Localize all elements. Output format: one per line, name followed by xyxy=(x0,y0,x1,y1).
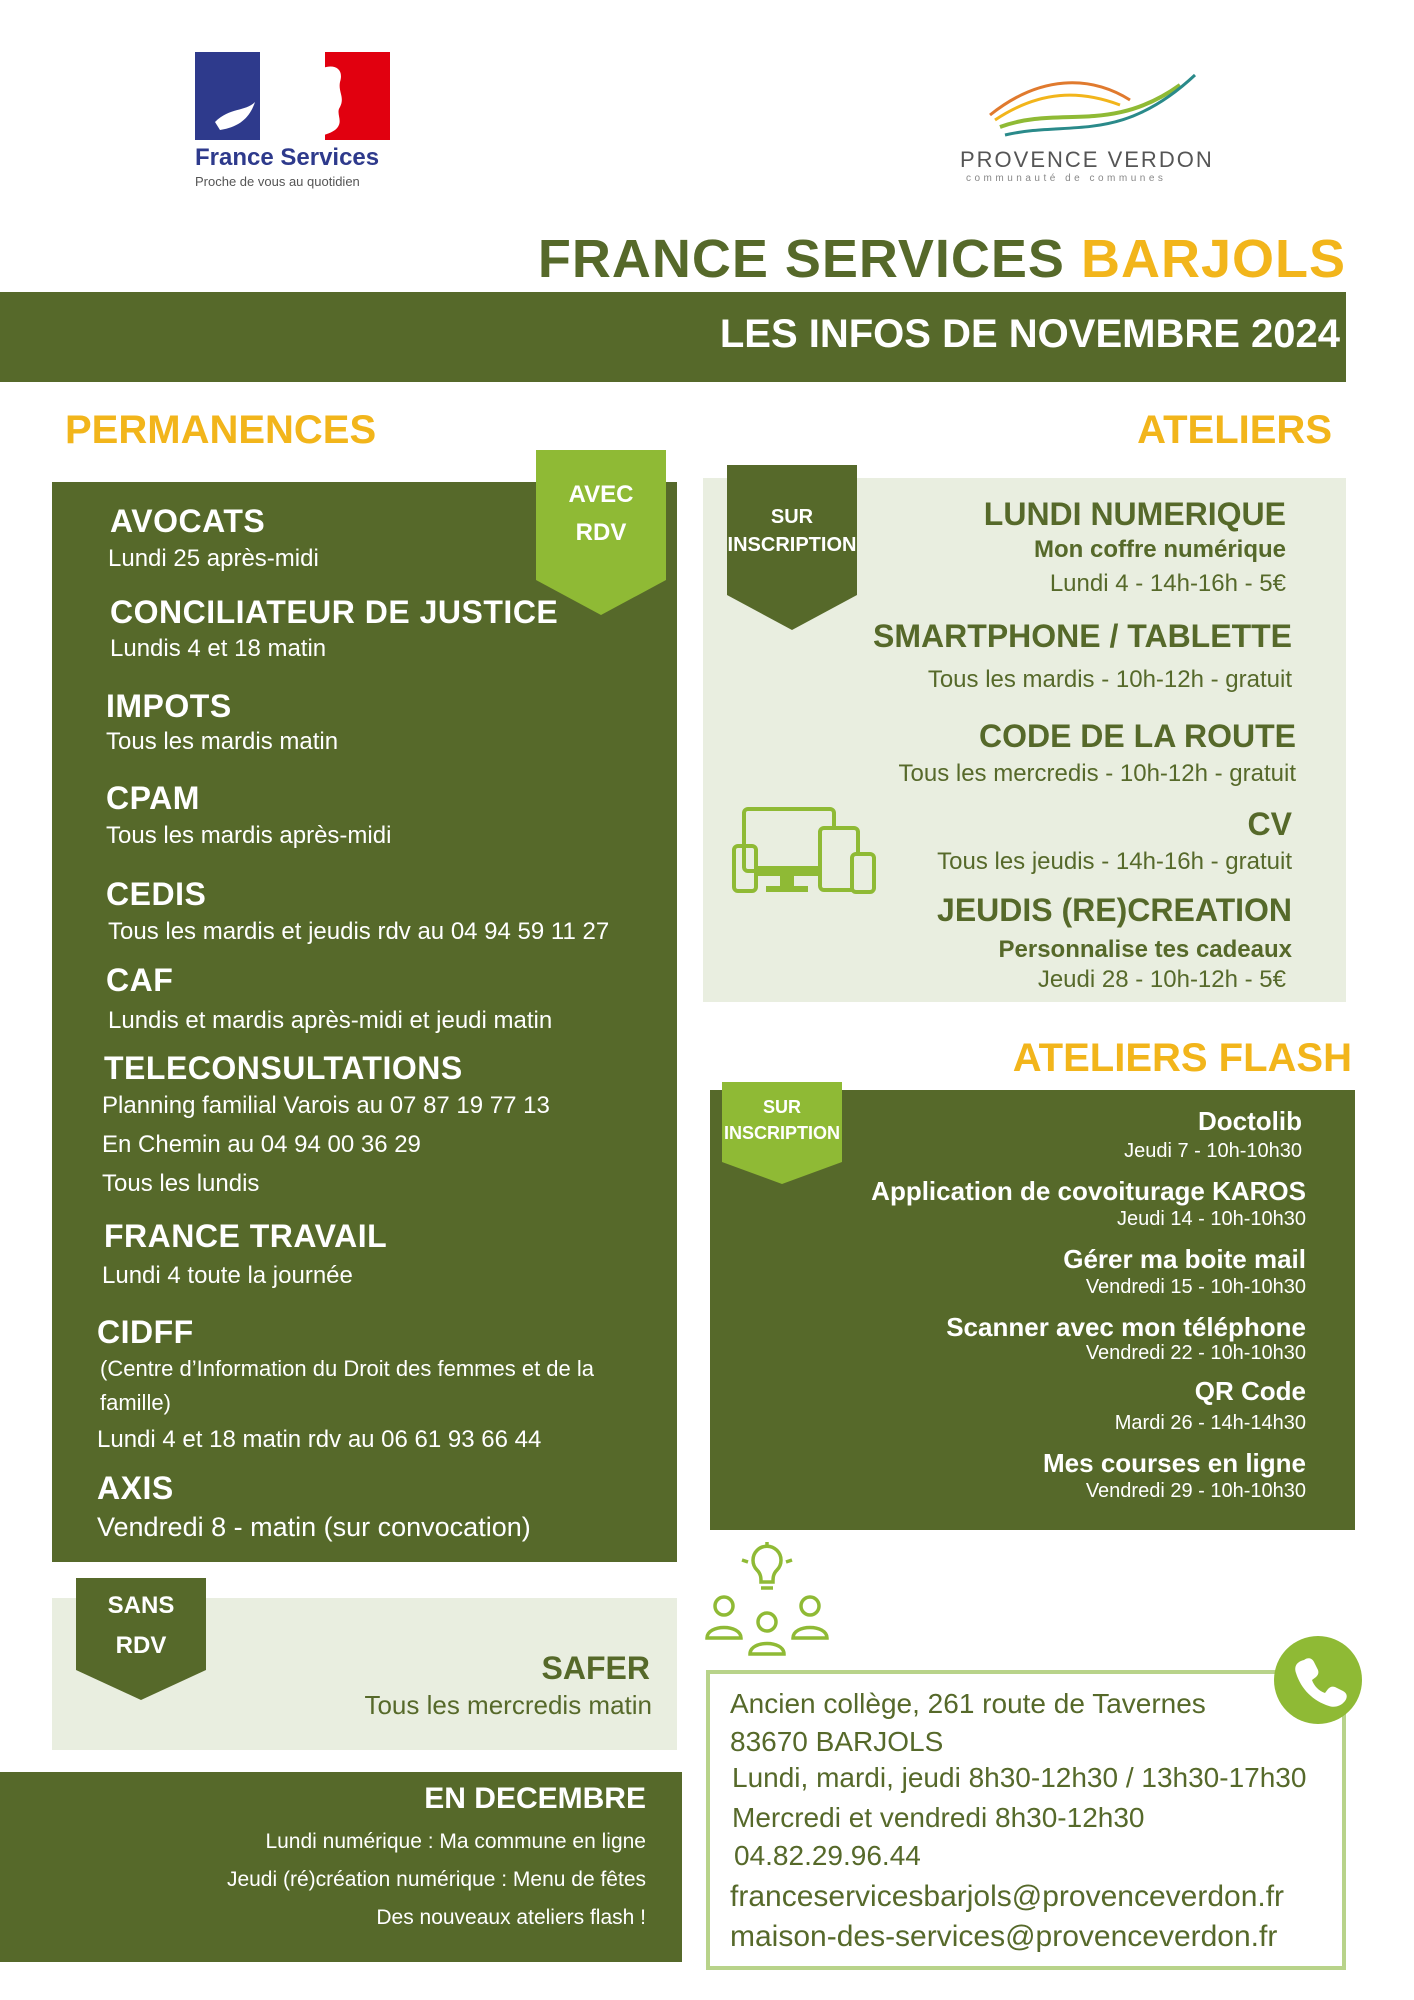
flash-item-text: Vendredi 15 - 10h-10h30 xyxy=(1085,1276,1306,1298)
flash-item-title: Doctolib xyxy=(1198,1106,1302,1136)
safer-title: SAFER xyxy=(541,1650,650,1686)
atelier-text: Tous les mercredis - 10h-12h - gratuit xyxy=(898,760,1296,787)
sans-rdv-tag-label: SANS RDV xyxy=(107,1592,175,1659)
permanence-title: AVOCATS xyxy=(110,503,266,539)
ateliers-inscription-tag xyxy=(727,465,857,630)
permanence-title: AXIS xyxy=(97,1470,174,1506)
permanence-text: Tous les mardis et jeudis rdv au 04 94 59 11 27 xyxy=(108,918,610,945)
permanences-title: PERMANENCES xyxy=(65,408,377,452)
permanence-text: Lundi 4 et 18 matin rdv au 06 61 93 66 44 xyxy=(97,1426,542,1453)
atelier-title: CODE DE LA ROUTE xyxy=(978,718,1296,754)
flash-item-title: QR Code xyxy=(1194,1376,1306,1406)
title-part2: BARJOLS xyxy=(1080,229,1346,289)
atelier-subtitle: Mon coffre numérique xyxy=(1033,536,1286,563)
ateliers-title: ATELIERS xyxy=(1137,408,1332,452)
flash-item-title: Gérer ma boite mail xyxy=(1063,1244,1306,1274)
sans-rdv-tag xyxy=(76,1578,206,1700)
atelier-text: Tous les mardis - 10h-12h - gratuit xyxy=(927,666,1292,693)
permanence-text: Tous les mardis matin xyxy=(106,728,339,755)
permanence-title: CEDIS xyxy=(106,876,207,912)
page-title xyxy=(538,228,1346,290)
permanence-text: Lundi 25 après-midi xyxy=(108,545,319,572)
permanence-title: CAF xyxy=(106,962,174,998)
flash-item-title: Scanner avec mon téléphone xyxy=(946,1312,1306,1342)
permanence-title: IMPOTS xyxy=(106,688,232,724)
contact-address: Ancien collège, 261 route de Tavernes xyxy=(730,1688,1206,1719)
permanence-text: Lundi 4 toute la journée xyxy=(102,1262,353,1289)
page-subtitle: LES INFOS DE NOVEMBRE 2024 xyxy=(719,312,1340,356)
contact-email-1[interactable]: franceservicesbarjols@provenceverdon.fr xyxy=(730,1880,1285,1913)
france-services-tagline: Proche de vous au quotidien xyxy=(195,174,360,189)
permanence-text: Tous les mardis après-midi xyxy=(106,822,392,849)
permanence-text: (Centre d’Information du Droit des femmes et de la xyxy=(100,1356,595,1381)
permanence-text: Lundis 4 et 18 matin xyxy=(110,635,327,662)
decembre-line: Des nouveaux ateliers flash ! xyxy=(376,1906,646,1929)
safer-text: Tous les mercredis matin xyxy=(364,1690,652,1720)
atelier-title: CV xyxy=(1247,806,1292,842)
team-idea-icon xyxy=(702,1540,832,1660)
subtitle-band xyxy=(0,292,1346,382)
flash-item-text: Vendredi 29 - 10h-10h30 xyxy=(1085,1480,1306,1502)
marianne-icon xyxy=(195,52,390,142)
permanence-text: Tous les lundis xyxy=(102,1170,260,1197)
contact-email-2[interactable]: maison-des-services@provenceverdon.fr xyxy=(730,1920,1278,1953)
contact-city: 83670 BARJOLS xyxy=(730,1726,944,1757)
provence-verdon-name: PROVENCE VERDON xyxy=(960,147,1214,172)
contact-hours-2: Mercredi et vendredi 8h30-12h30 xyxy=(732,1802,1145,1833)
france-services-name: France Services xyxy=(195,144,380,171)
permanence-title: CIDFF xyxy=(97,1314,194,1350)
flash-item-title: Application de covoiturage KAROS xyxy=(871,1176,1306,1206)
ateliers-tag-label: SUR INSCRIPTION xyxy=(727,506,857,556)
flash-item-title: Mes courses en ligne xyxy=(1043,1448,1306,1478)
permanence-text: Planning familial Varois au 07 87 19 77 13 xyxy=(102,1092,550,1119)
flash-item-text: Mardi 26 - 14h-14h30 xyxy=(1114,1412,1306,1434)
atelier-text: Jeudi 28 - 10h-12h - 5€ xyxy=(1037,966,1286,993)
permanence-title: FRANCE TRAVAIL xyxy=(104,1218,388,1254)
atelier-title: SMARTPHONE / TABLETTE xyxy=(873,618,1292,654)
flash-tag-label: SUR INSCRIPTION xyxy=(723,1097,840,1143)
title-part1: FRANCE SERVICES xyxy=(537,229,1065,289)
permanence-text: Vendredi 8 - matin (sur convocation) xyxy=(97,1512,531,1542)
atelier-text: Tous les jeudis - 14h-16h - gratuit xyxy=(937,848,1292,875)
phone-badge[interactable] xyxy=(1274,1636,1362,1724)
permanence-title: TELECONSULTATIONS xyxy=(104,1050,463,1086)
flash-item-text: Vendredi 22 - 10h-10h30 xyxy=(1085,1342,1306,1364)
devices-icon xyxy=(730,806,880,896)
flash-item-text: Jeudi 7 - 10h-10h30 xyxy=(1124,1140,1302,1162)
decembre-title: EN DECEMBRE xyxy=(424,1782,646,1815)
avec-rdv-tag xyxy=(536,450,666,615)
permanence-text: famille) xyxy=(100,1390,171,1415)
permanence-text: En Chemin au 04 94 00 36 29 xyxy=(102,1131,421,1158)
atelier-text: Lundi 4 - 14h-16h - 5€ xyxy=(1049,570,1286,597)
permanence-text: Lundis et mardis après-midi et jeudi matin xyxy=(108,1007,553,1034)
phone-icon xyxy=(1274,1636,1362,1724)
provence-verdon-tagline: communauté de communes xyxy=(966,173,1167,184)
flash-title: ATELIERS FLASH xyxy=(1012,1036,1352,1080)
contact-hours-1: Lundi, mardi, jeudi 8h30-12h30 / 13h30-17h30 xyxy=(732,1762,1307,1793)
france-services-logo xyxy=(195,52,395,192)
atelier-title: LUNDI NUMERIQUE xyxy=(983,496,1286,532)
permanence-title: CONCILIATEUR DE JUSTICE xyxy=(110,594,559,630)
provence-verdon-logo xyxy=(960,65,1230,195)
flash-inscription-tag xyxy=(722,1082,842,1184)
contact-phone[interactable]: 04.82.29.96.44 xyxy=(734,1840,921,1871)
decembre-line: Lundi numérique : Ma commune en ligne xyxy=(265,1830,646,1853)
atelier-subtitle: Personnalise tes cadeaux xyxy=(998,936,1292,963)
atelier-title: JEUDIS (RE)CREATION xyxy=(937,892,1292,928)
hills-logo-icon xyxy=(980,65,1220,145)
permanence-title: CPAM xyxy=(106,780,200,816)
avec-rdv-tag-label: AVEC RDV xyxy=(568,481,634,546)
decembre-line: Jeudi (ré)création numérique : Menu de fêtes xyxy=(226,1868,646,1891)
flash-item-text: Jeudi 14 - 10h-10h30 xyxy=(1116,1208,1306,1230)
